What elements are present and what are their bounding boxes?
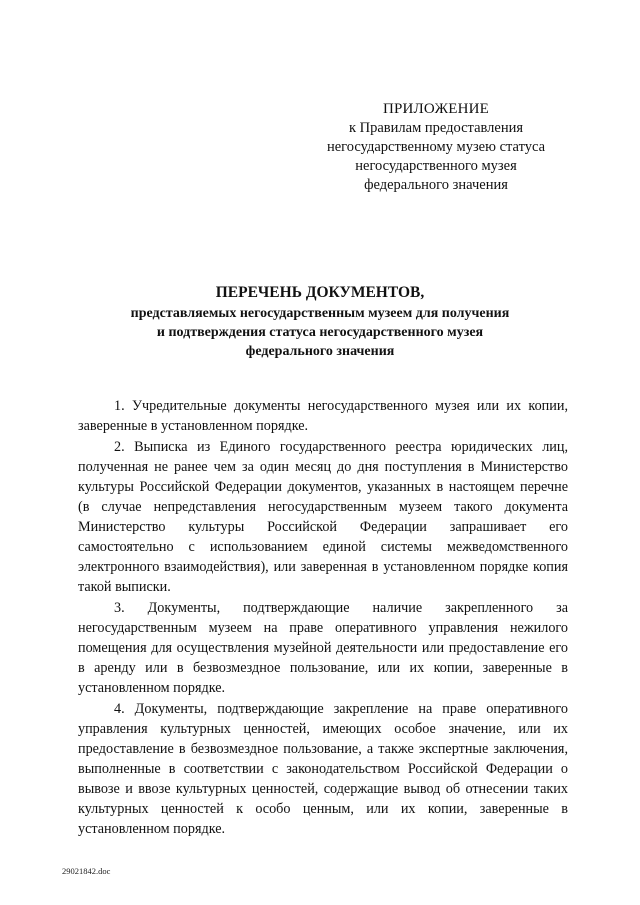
list-item: 3. Документы, подтверждающие наличие закрепленного за негосударственным музеем на праве оперативного управления нежилого помещения для осуществления музейной деятельности или предоставление его в аренду или в безвозмездное пользование, или их копии, заверенные в установленном порядке. <box>78 600 568 696</box>
file-code: 29021842.doc <box>62 866 111 876</box>
subtitle-line: и подтверждения статуса негосударственного музея <box>156 325 484 340</box>
appendix-line: федерального значения <box>364 177 508 193</box>
document-subtitle <box>60 304 580 361</box>
list-item: 4. Документы, подтверждающие закрепление на праве оперативного управления культурных ценностей, имеющих особое значение, или их предоставление в безвозмездное пользование, а также экспертные заключения, выполненные в соответствии с законодательством Российской Федерации о вывозе и ввозе культурных ценностей, содержащие вывод об отнесении таких культурных ценностей к особо ценным, или их копии, заверенные в установленном порядке. <box>78 701 568 837</box>
list-item: 1. Учредительные документы негосударственного музея или их копии, заверенные в установленном порядке. <box>78 398 568 434</box>
document-body <box>78 396 568 840</box>
appendix-line: к Правилам предоставления <box>348 120 524 136</box>
list-item: 2. Выписка из Единого государственного реестра юридических лиц, полученная не ранее чем за один месяц до дня поступления в Министерство культуры Российской Федерации документов, указанных в настоящем перечне (в случае непредставления негосударственным музеем такого документа Министерство культуры Российской Федерации запрашивает его самостоятельно с использованием единой системы межведомственного электронного взаимодействия), или заверенная в установленном порядке копия такой выписки. <box>78 439 568 595</box>
appendix-title: ПРИЛОЖЕНИЕ <box>382 101 490 117</box>
document-title: ПЕРЕЧЕНЬ ДОКУМЕНТОВ, <box>215 284 425 301</box>
appendix-block <box>300 100 572 195</box>
subtitle-line: представляемых негосударственным музеем для получения <box>130 306 510 321</box>
subtitle-line: федерального значения <box>245 344 395 359</box>
appendix-line: негосударственного музея <box>355 158 517 174</box>
appendix-line: негосударственному музею статуса <box>326 139 546 155</box>
